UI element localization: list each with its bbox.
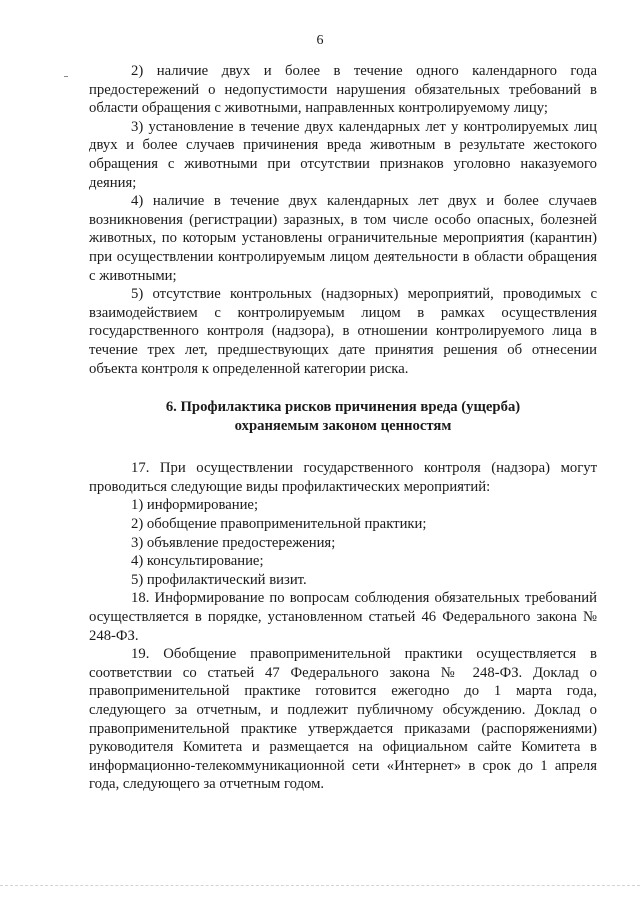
paragraph-item-3: 3) установление в течение двух календарных лет у контролируемых лиц двух и более случаев причинения вреда животным в результате жестокого обращения с животными при отсутствии признаков уголовно наказуемого деяния; — [89, 118, 597, 191]
paragraph-item-4: 4) наличие в течение двух календарных лет двух и более случаев возникновения (регистрации) заразных, в том числе особо опасных, болезней животных, по которым установлены ограничительные мероприятия (карантин) при осуществлении контролируемым лицом деятельности в области обращения с животными; — [89, 193, 597, 284]
section-heading — [89, 398, 597, 435]
list-item: 2) обобщение правоприменительной практики; — [131, 516, 427, 533]
scan-mark — [64, 76, 68, 77]
scan-artifact-line — [0, 885, 640, 888]
list-item: 1) информирование; — [131, 497, 259, 514]
list-item: 3) объявление предостережения; — [131, 534, 336, 551]
paragraph-item-2: 2) наличие двух и более в течение одного календарного года предостережений о недопустимости нарушения обязательных требований в области обращения с животными, направленных контролируемому лицу; — [89, 63, 597, 117]
list-item: 5) профилактический визит. — [131, 571, 307, 588]
section-title-line-2: охраняемым законом ценностям — [234, 417, 452, 434]
paragraph-17: 17. При осуществлении государственного контроля (надзора) могут проводиться следующие виды профилактических мероприятий: — [89, 460, 597, 495]
paragraph-18: 18. Информирование по вопросам соблюдения обязательных требований осуществляется в порядке, установленном статьей 46 Федерального закона № 248-ФЗ. — [89, 590, 597, 644]
page-number: 6 — [316, 33, 324, 48]
paragraph-19: 19. Обобщение правоприменительной практики осуществляется в соответствии со статьей 47 Федерального закона № 248-ФЗ. Доклад о правоприменительной практике готовится ежегодно до 1 марта года, следующего за отчетным, и подлежит публичному обсуждению. Доклад о правоприменительной практике утверждается приказами (распоряжениями) руководителя Комитета и размещается на официальном сайте Комитета в информационно-телекоммуникационной сети «Интернет» в срок до 1 апреля года, следующего за отчетным годом. — [89, 646, 597, 793]
list-item: 4) консультирование; — [131, 553, 264, 570]
document-body — [89, 62, 597, 794]
section-title-line-1: 6. Профилактика рисков причинения вреда (ущерба) — [165, 399, 521, 416]
paragraph-item-5: 5) отсутствие контрольных (надзорных) мероприятий, проводимых с взаимодействием с контролируемым лицом в рамках осуществления государственного контроля (надзора), в отношении контролируемого лица в течение трех лет, предшествующих дате принятия решения об отнесении объекта контроля к определенной категории риска. — [89, 286, 597, 377]
